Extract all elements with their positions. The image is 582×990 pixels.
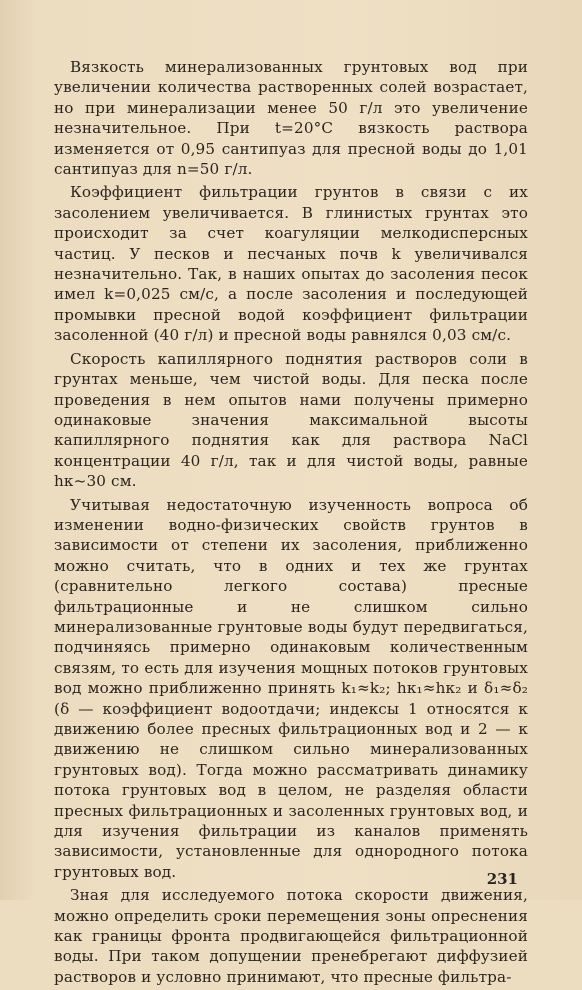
paragraph-flow-velocity: Зная для исследуемого потока скорости движения, можно определить сроки перемещения зоны опреснения как границы фронта продвигающейся фильтрационной воды. При таком допущении пренебрегают диффузией растворов и условно принимают, что пресные фильтра- xyxy=(54,886,528,986)
paragraph-water-properties: Учитывая недостаточную изученность вопроса об изменении водно-физических свойств грунтов в зависимости от степени их засоления, приближенно можно считать, что в одних и тех же грунтах (сравнительно легкого состава) пресные фильтрационные и не слишком сильно минерализованные грунтовые воды будут передвигаться, подчиняясь примерно одинаковым количественным связям, то есть для изучения мощных потоков грунтовых вод можно приближенно принять k₁≈k₂; hк₁≈hк₂ и δ₁≈δ₂ (δ — коэффициент водоотдачи; индексы 1 относятся к движению более пресных фильтрационных вод и 2 — к движению не слишком сильно минерализованных грунтовых вод). Тогда можно рассматривать динамику потока грунтовых вод в целом, не разделяя области пресных фильтрационных и засоленных грунтовых вод, и для изучения фильтрации из каналов применять зависимости, установленные для однородного потока грунтовых вод. xyxy=(54,495,528,881)
page-text xyxy=(54,57,528,990)
paragraph-capillary-rise: Скорость капиллярного поднятия растворов соли в грунтах меньше, чем чистой воды. Для песка после проведения в нем опытов нами получены примерно одинаковые значения максимальной высоты капиллярного поднятия как для раствора NaCl концентрации 40 г/л, так и для чистой воды, равные hк~30 см. xyxy=(54,349,528,491)
page-number: 231 xyxy=(486,870,518,888)
paragraph-filtration-coefficient: Коэффициент фильтрации грунтов в связи с их засолением увеличивается. В глинистых грунтах это происходит за счет коагуляции мелкодисперсных частиц. У песков и песчаных почв k увеличивался незначительно. Так, в наших опытах до засоления песок имел k=0,025 см/с, а после засоления и последующей промывки пресной водой коэффициент фильтрации засоленной (40 г/л) и пресной воды равнялся 0,03 см/с. xyxy=(54,183,528,345)
paragraph-viscosity: Вязкость минерализованных грунтовых вод при увеличении количества растворенных солей возрастает, но при минерализации менее 50 г/л это увеличение незначительное. При t=20°C вязкость раствора изменяется от 0,95 сантипуаз для пресной воды до 1,01 сантипуаз для n=50 г/л. xyxy=(54,58,528,179)
